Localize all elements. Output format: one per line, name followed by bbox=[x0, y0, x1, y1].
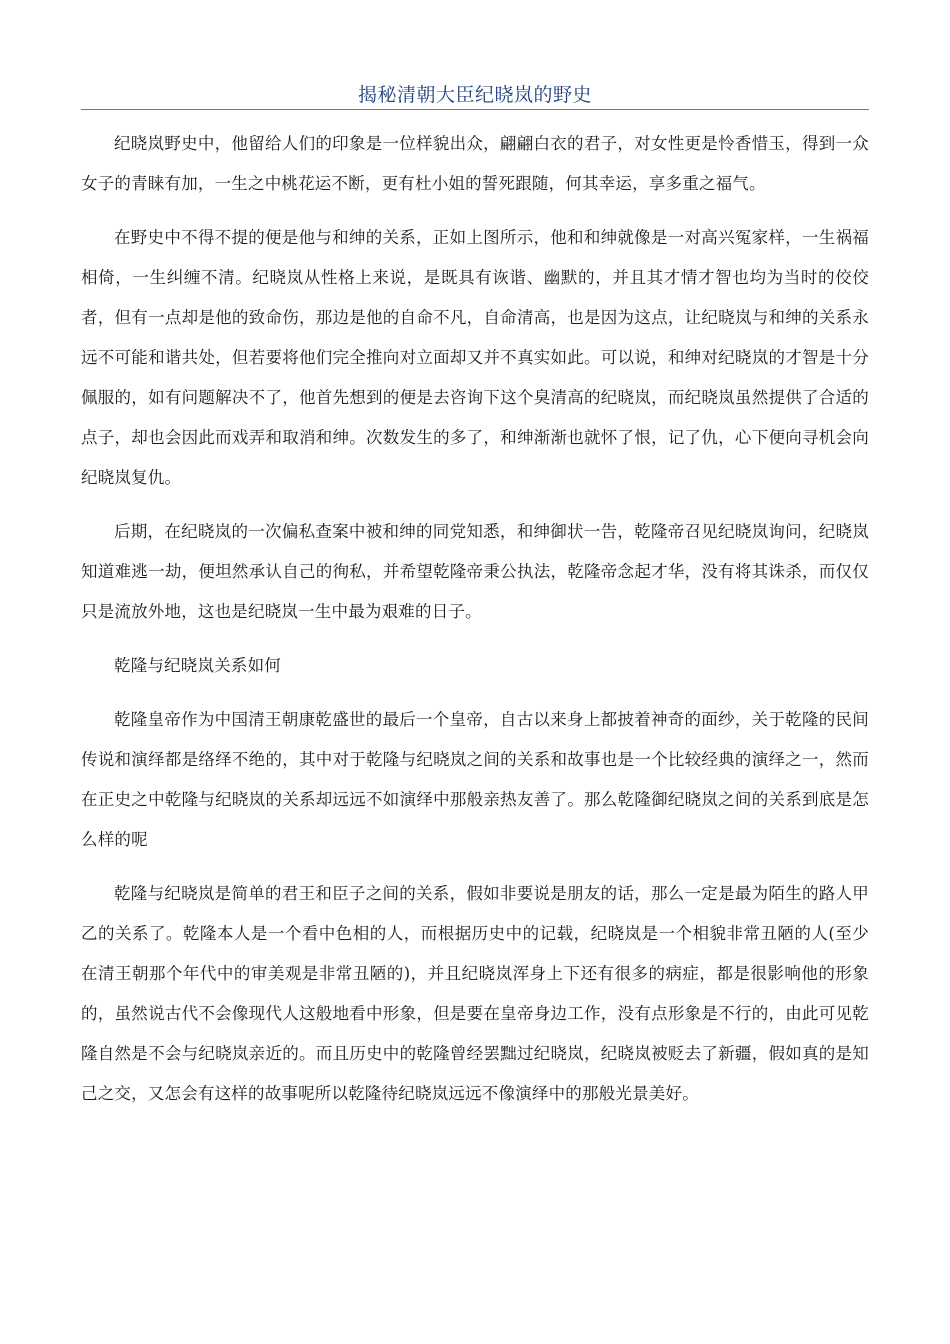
document-page bbox=[81, 0, 869, 1128]
paragraph-4: 乾隆皇帝作为中国清王朝康乾盛世的最后一个皇帝，自古以来身上都披着神奇的面纱，关于乾隆的民间传说和演绎都是络绎不绝的，其中对于乾隆与纪晓岚之间的关系和故事也是一个比较经典的演绎之一，然而在正史之中乾隆与纪晓岚的关系却远远不如演绎中那般亲热友善了。那么乾隆御纪晓岚之间的关系到底是怎么样的呢 bbox=[81, 710, 869, 849]
paragraph-5: 乾隆与纪晓岚是简单的君王和臣子之间的关系，假如非要说是朋友的话，那么一定是最为陌生的路人甲乙的关系了。乾隆本人是一个看中色相的人，而根据历史中的记载，纪晓岚是一个相貌非常丑陋的人(至少在清王朝那个年代中的审美观是非常丑陋的)，并且纪晓岚浑身上下还有很多的病症，都是很影响他的形象的，虽然说古代不会像现代人这般地看中形象，但是要在皇帝身边工作，没有点形象是不行的，由此可见乾隆自然是不会与纪晓岚亲近的。而且历史中的乾隆曾经罢黜过纪晓岚，纪晓岚被贬去了新疆，假如真的是知己之交，又怎会有这样的故事呢所以乾隆待纪晓岚远远不像演绎中的那般光景美好。 bbox=[81, 884, 869, 1103]
paragraph-3: 后期，在纪晓岚的一次偏私查案中被和绅的同党知悉，和绅御状一告，乾隆帝召见纪晓岚询问，纪晓岚知道难逃一劫，便坦然承认自己的徇私，并希望乾隆帝秉公执法，乾隆帝念起才华，没有将其诛杀，而仅仅只是流放外地，这也是纪晓岚一生中最为艰难的日子。 bbox=[81, 522, 869, 621]
paragraph-1: 纪晓岚野史中，他留给人们的印象是一位样貌出众，翩翩白衣的君子，对女性更是怜香惜玉，得到一众女子的青睐有加，一生之中桃花运不断，更有杜小姐的誓死跟随，何其幸运，享多重之福气。 bbox=[81, 134, 869, 193]
document-title: 揭秘清朝大臣纪晓岚的野史 bbox=[357, 84, 592, 106]
paragraph-2: 在野史中不得不提的便是他与和绅的关系，正如上图所示，他和和绅就像是一对高兴冤家样，一生祸福相倚，一生纠缠不清。纪晓岚从性格上来说，是既具有诙谐、幽默的，并且其才情才智也均为当时的佼佼者，但有一点却是他的致命伤，那边是他的自命不凡，自命清高，也是因为这点，让纪晓岚与和绅的关系永远不可能和谐共处，但若要将他们完全推向对立面却又并不真实如此。可以说，和绅对纪晓岚的才智是十分佩服的，如有问题解决不了，他首先想到的便是去咨询下这个臭清高的纪晓岚，而纪晓岚虽然提供了合适的点子，却也会因此而戏弄和取消和绅。次数发生的多了，和绅渐渐也就怀了恨，记了仇，心下便向寻机会向纪晓岚复仇。 bbox=[81, 228, 869, 487]
title-underline bbox=[81, 109, 869, 110]
document-body bbox=[81, 124, 869, 1114]
section-heading: 乾隆与纪晓岚关系如何 bbox=[114, 656, 281, 675]
